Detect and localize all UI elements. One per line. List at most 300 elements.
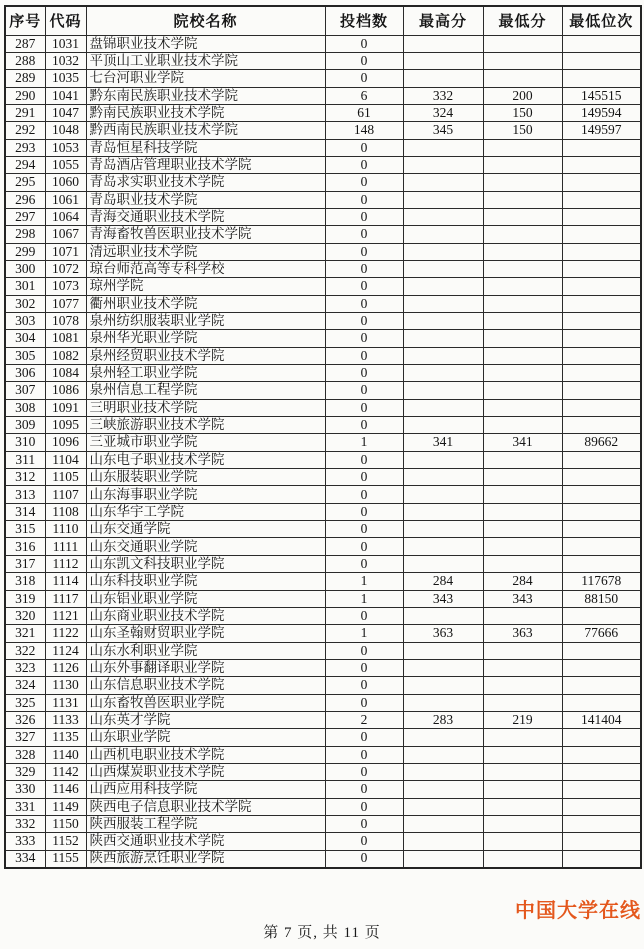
table-row xyxy=(5,243,641,260)
cell-max-score xyxy=(403,139,483,156)
cell-min-rank xyxy=(562,35,641,52)
cell-index: 327 xyxy=(5,729,45,746)
cell-count: 0 xyxy=(325,486,403,503)
cell-code: 1072 xyxy=(45,260,86,277)
cell-count: 0 xyxy=(325,295,403,312)
cell-max-score xyxy=(403,35,483,52)
cell-min-rank xyxy=(562,278,641,295)
cell-min-rank xyxy=(562,486,641,503)
cell-index: 301 xyxy=(5,278,45,295)
cell-index: 297 xyxy=(5,208,45,225)
table-row xyxy=(5,486,641,503)
cell-min-score xyxy=(483,850,562,867)
cell-max-score: 345 xyxy=(403,122,483,139)
cell-min-rank xyxy=(562,850,641,867)
cell-code: 1035 xyxy=(45,70,86,87)
cell-count: 148 xyxy=(325,122,403,139)
cell-min-score: 343 xyxy=(483,590,562,607)
table-row xyxy=(5,642,641,659)
cell-max-score xyxy=(403,347,483,364)
cell-name: 琼台师范高等专科学校 xyxy=(86,260,325,277)
cell-index: 316 xyxy=(5,538,45,555)
col-header-max-score: 最高分 xyxy=(403,6,483,35)
table-row xyxy=(5,365,641,382)
table-row xyxy=(5,208,641,225)
cell-min-score xyxy=(483,763,562,780)
cell-code: 1048 xyxy=(45,122,86,139)
cell-code: 1112 xyxy=(45,555,86,572)
cell-count: 0 xyxy=(325,191,403,208)
cell-max-score xyxy=(403,295,483,312)
cell-index: 320 xyxy=(5,607,45,624)
cell-count: 1 xyxy=(325,573,403,590)
cell-min-score: 363 xyxy=(483,625,562,642)
cell-min-score xyxy=(483,382,562,399)
cell-min-score: 150 xyxy=(483,104,562,121)
cell-min-score xyxy=(483,538,562,555)
cell-code: 1140 xyxy=(45,746,86,763)
watermark: 中国大学在线 xyxy=(515,900,641,922)
cell-min-score xyxy=(483,642,562,659)
cell-name: 青岛恒星科技学院 xyxy=(86,139,325,156)
cell-max-score xyxy=(403,521,483,538)
cell-name: 山西机电职业技术学院 xyxy=(86,746,325,763)
cell-code: 1073 xyxy=(45,278,86,295)
cell-name: 青岛酒店管理职业技术学院 xyxy=(86,156,325,173)
cell-code: 1117 xyxy=(45,590,86,607)
admission-table xyxy=(4,5,642,869)
cell-max-score xyxy=(403,191,483,208)
cell-min-rank xyxy=(562,607,641,624)
cell-name: 泉州经贸职业技术学院 xyxy=(86,347,325,364)
cell-name: 泉州华光职业学院 xyxy=(86,330,325,347)
cell-name: 山东凯文科技职业学院 xyxy=(86,555,325,572)
cell-min-score xyxy=(483,729,562,746)
cell-index: 293 xyxy=(5,139,45,156)
cell-name: 黔东南民族职业技术学院 xyxy=(86,87,325,104)
cell-name: 衢州职业技术学院 xyxy=(86,295,325,312)
cell-max-score xyxy=(403,486,483,503)
cell-min-rank xyxy=(562,677,641,694)
cell-code: 1146 xyxy=(45,781,86,798)
cell-name: 山东铝业职业学院 xyxy=(86,590,325,607)
cell-min-score: 219 xyxy=(483,711,562,728)
cell-code: 1067 xyxy=(45,226,86,243)
table-row xyxy=(5,451,641,468)
cell-count: 0 xyxy=(325,729,403,746)
cell-min-score xyxy=(483,313,562,330)
cell-code: 1071 xyxy=(45,243,86,260)
cell-max-score xyxy=(403,226,483,243)
cell-min-rank xyxy=(562,208,641,225)
cell-count: 0 xyxy=(325,521,403,538)
table-row xyxy=(5,191,641,208)
cell-count: 0 xyxy=(325,174,403,191)
cell-index: 309 xyxy=(5,417,45,434)
cell-count: 0 xyxy=(325,850,403,867)
cell-code: 1086 xyxy=(45,382,86,399)
cell-count: 2 xyxy=(325,711,403,728)
cell-name: 青海畜牧兽医职业技术学院 xyxy=(86,226,325,243)
table-body xyxy=(5,35,641,868)
cell-code: 1104 xyxy=(45,451,86,468)
cell-max-score xyxy=(403,417,483,434)
cell-name: 山东信息职业技术学院 xyxy=(86,677,325,694)
col-header-min-score: 最低分 xyxy=(483,6,562,35)
cell-index: 298 xyxy=(5,226,45,243)
cell-code: 1142 xyxy=(45,763,86,780)
cell-max-score xyxy=(403,677,483,694)
cell-name: 山东华宇工学院 xyxy=(86,503,325,520)
cell-min-score xyxy=(483,295,562,312)
cell-max-score xyxy=(403,208,483,225)
cell-min-rank xyxy=(562,399,641,416)
table-row xyxy=(5,590,641,607)
cell-min-score xyxy=(483,208,562,225)
cell-code: 1130 xyxy=(45,677,86,694)
cell-min-score: 284 xyxy=(483,573,562,590)
cell-min-rank xyxy=(562,538,641,555)
cell-max-score xyxy=(403,763,483,780)
cell-max-score xyxy=(403,538,483,555)
table-row xyxy=(5,815,641,832)
cell-count: 0 xyxy=(325,555,403,572)
cell-min-rank xyxy=(562,469,641,486)
cell-max-score xyxy=(403,156,483,173)
cell-min-rank xyxy=(562,139,641,156)
table-row xyxy=(5,226,641,243)
cell-count: 0 xyxy=(325,330,403,347)
cell-max-score xyxy=(403,642,483,659)
cell-index: 326 xyxy=(5,711,45,728)
cell-index: 304 xyxy=(5,330,45,347)
table-row xyxy=(5,347,641,364)
cell-code: 1105 xyxy=(45,469,86,486)
cell-index: 334 xyxy=(5,850,45,867)
cell-max-score xyxy=(403,174,483,191)
cell-min-rank xyxy=(562,52,641,69)
cell-code: 1135 xyxy=(45,729,86,746)
cell-index: 312 xyxy=(5,469,45,486)
cell-min-score xyxy=(483,694,562,711)
cell-min-rank xyxy=(562,191,641,208)
table-row xyxy=(5,104,641,121)
cell-min-rank xyxy=(562,382,641,399)
table-row xyxy=(5,503,641,520)
cell-min-rank xyxy=(562,694,641,711)
cell-min-score xyxy=(483,365,562,382)
cell-count: 0 xyxy=(325,798,403,815)
cell-min-score xyxy=(483,555,562,572)
cell-count: 0 xyxy=(325,538,403,555)
cell-index: 288 xyxy=(5,52,45,69)
cell-code: 1084 xyxy=(45,365,86,382)
cell-index: 332 xyxy=(5,815,45,832)
cell-min-score xyxy=(483,399,562,416)
cell-min-score xyxy=(483,503,562,520)
cell-max-score xyxy=(403,850,483,867)
cell-index: 294 xyxy=(5,156,45,173)
cell-min-rank xyxy=(562,156,641,173)
cell-max-score xyxy=(403,729,483,746)
cell-count: 0 xyxy=(325,226,403,243)
cell-index: 303 xyxy=(5,313,45,330)
cell-index: 310 xyxy=(5,434,45,451)
cell-code: 1108 xyxy=(45,503,86,520)
cell-count: 0 xyxy=(325,815,403,832)
cell-max-score xyxy=(403,798,483,815)
cell-min-score xyxy=(483,815,562,832)
cell-name: 青海交通职业技术学院 xyxy=(86,208,325,225)
cell-min-rank xyxy=(562,503,641,520)
cell-name: 盘锦职业技术学院 xyxy=(86,35,325,52)
cell-min-rank: 89662 xyxy=(562,434,641,451)
cell-count: 0 xyxy=(325,781,403,798)
cell-name: 山东畜牧兽医职业学院 xyxy=(86,694,325,711)
cell-min-rank xyxy=(562,347,641,364)
cell-name: 山东商业职业技术学院 xyxy=(86,607,325,624)
cell-code: 1041 xyxy=(45,87,86,104)
cell-count: 1 xyxy=(325,590,403,607)
cell-index: 299 xyxy=(5,243,45,260)
cell-min-score xyxy=(483,521,562,538)
cell-index: 333 xyxy=(5,833,45,850)
cell-min-rank xyxy=(562,451,641,468)
cell-name: 泉州纺织服装职业学院 xyxy=(86,313,325,330)
cell-min-score xyxy=(483,798,562,815)
cell-min-score xyxy=(483,330,562,347)
cell-code: 1060 xyxy=(45,174,86,191)
table-row xyxy=(5,521,641,538)
cell-max-score xyxy=(403,469,483,486)
cell-max-score xyxy=(403,781,483,798)
cell-name: 山东交通职业学院 xyxy=(86,538,325,555)
table-row xyxy=(5,659,641,676)
cell-min-score xyxy=(483,278,562,295)
header-row xyxy=(5,6,641,35)
cell-min-score: 341 xyxy=(483,434,562,451)
cell-name: 山东水利职业学院 xyxy=(86,642,325,659)
table-row xyxy=(5,434,641,451)
cell-name: 山东英才学院 xyxy=(86,711,325,728)
cell-code: 1032 xyxy=(45,52,86,69)
cell-min-score xyxy=(483,70,562,87)
table-row xyxy=(5,417,641,434)
table-row xyxy=(5,850,641,867)
cell-count: 1 xyxy=(325,434,403,451)
cell-max-score xyxy=(403,313,483,330)
table-row xyxy=(5,798,641,815)
cell-min-score xyxy=(483,347,562,364)
cell-code: 1055 xyxy=(45,156,86,173)
cell-index: 306 xyxy=(5,365,45,382)
cell-min-score xyxy=(483,174,562,191)
cell-min-score xyxy=(483,781,562,798)
cell-min-rank xyxy=(562,555,641,572)
cell-min-score xyxy=(483,746,562,763)
cell-count: 0 xyxy=(325,243,403,260)
cell-code: 1121 xyxy=(45,607,86,624)
cell-max-score xyxy=(403,607,483,624)
cell-name: 青岛职业技术学院 xyxy=(86,191,325,208)
cell-count: 0 xyxy=(325,52,403,69)
cell-code: 1061 xyxy=(45,191,86,208)
table-row xyxy=(5,122,641,139)
cell-index: 292 xyxy=(5,122,45,139)
cell-name: 平顶山工业职业技术学院 xyxy=(86,52,325,69)
cell-max-score xyxy=(403,694,483,711)
cell-max-score xyxy=(403,451,483,468)
cell-min-score xyxy=(483,417,562,434)
cell-code: 1047 xyxy=(45,104,86,121)
cell-min-score xyxy=(483,677,562,694)
cell-name: 山东电子职业技术学院 xyxy=(86,451,325,468)
cell-count: 0 xyxy=(325,156,403,173)
cell-code: 1081 xyxy=(45,330,86,347)
table-row xyxy=(5,729,641,746)
table-row xyxy=(5,382,641,399)
cell-name: 陕西服装工程学院 xyxy=(86,815,325,832)
table-row xyxy=(5,399,641,416)
cell-index: 313 xyxy=(5,486,45,503)
table-row xyxy=(5,763,641,780)
cell-name: 陕西电子信息职业技术学院 xyxy=(86,798,325,815)
table-row xyxy=(5,711,641,728)
cell-min-score xyxy=(483,35,562,52)
cell-index: 331 xyxy=(5,798,45,815)
cell-index: 311 xyxy=(5,451,45,468)
cell-count: 0 xyxy=(325,382,403,399)
cell-name: 山西应用科技学院 xyxy=(86,781,325,798)
cell-index: 289 xyxy=(5,70,45,87)
cell-min-score xyxy=(483,243,562,260)
cell-name: 山东圣翰财贸职业学院 xyxy=(86,625,325,642)
cell-min-score xyxy=(483,52,562,69)
table-row xyxy=(5,156,641,173)
cell-max-score xyxy=(403,399,483,416)
cell-count: 0 xyxy=(325,677,403,694)
cell-max-score: 341 xyxy=(403,434,483,451)
table-row xyxy=(5,625,641,642)
cell-count: 0 xyxy=(325,451,403,468)
table-header xyxy=(5,6,641,35)
table-row xyxy=(5,469,641,486)
cell-min-rank: 149594 xyxy=(562,104,641,121)
cell-min-rank: 77666 xyxy=(562,625,641,642)
cell-index: 319 xyxy=(5,590,45,607)
table-row xyxy=(5,87,641,104)
cell-min-score xyxy=(483,833,562,850)
cell-name: 三明职业技术学院 xyxy=(86,399,325,416)
cell-min-rank xyxy=(562,365,641,382)
cell-max-score: 343 xyxy=(403,590,483,607)
cell-index: 321 xyxy=(5,625,45,642)
cell-min-rank xyxy=(562,659,641,676)
table-row xyxy=(5,52,641,69)
table-row xyxy=(5,35,641,52)
cell-name: 清远职业技术学院 xyxy=(86,243,325,260)
cell-max-score xyxy=(403,833,483,850)
table-row xyxy=(5,70,641,87)
cell-count: 0 xyxy=(325,208,403,225)
cell-index: 328 xyxy=(5,746,45,763)
cell-count: 0 xyxy=(325,365,403,382)
cell-index: 300 xyxy=(5,260,45,277)
cell-name: 泉州轻工职业学院 xyxy=(86,365,325,382)
cell-max-score xyxy=(403,815,483,832)
cell-count: 1 xyxy=(325,625,403,642)
cell-index: 325 xyxy=(5,694,45,711)
cell-code: 1152 xyxy=(45,833,86,850)
cell-min-rank: 117678 xyxy=(562,573,641,590)
table-row xyxy=(5,278,641,295)
cell-min-score xyxy=(483,260,562,277)
cell-index: 290 xyxy=(5,87,45,104)
cell-max-score xyxy=(403,330,483,347)
cell-name: 山东外事翻译职业学院 xyxy=(86,659,325,676)
cell-name: 陕西交通职业技术学院 xyxy=(86,833,325,850)
cell-min-rank xyxy=(562,815,641,832)
table-row xyxy=(5,555,641,572)
cell-code: 1096 xyxy=(45,434,86,451)
cell-index: 307 xyxy=(5,382,45,399)
cell-code: 1122 xyxy=(45,625,86,642)
cell-index: 314 xyxy=(5,503,45,520)
cell-max-score xyxy=(403,260,483,277)
cell-count: 0 xyxy=(325,313,403,330)
cell-min-rank: 141404 xyxy=(562,711,641,728)
cell-min-rank xyxy=(562,729,641,746)
col-header-index: 序号 xyxy=(5,6,45,35)
page-number: 第 7 页, 共 11 页 xyxy=(263,925,381,941)
cell-min-rank xyxy=(562,642,641,659)
cell-code: 1124 xyxy=(45,642,86,659)
cell-max-score: 332 xyxy=(403,87,483,104)
cell-index: 317 xyxy=(5,555,45,572)
cell-name: 陕西旅游烹饪职业学院 xyxy=(86,850,325,867)
cell-index: 324 xyxy=(5,677,45,694)
cell-count: 0 xyxy=(325,417,403,434)
cell-name: 山西煤炭职业技术学院 xyxy=(86,763,325,780)
cell-name: 山东服装职业学院 xyxy=(86,469,325,486)
cell-count: 0 xyxy=(325,833,403,850)
cell-name: 三峡旅游职业技术学院 xyxy=(86,417,325,434)
col-header-admitted-count: 投档数 xyxy=(325,6,403,35)
cell-name: 泉州信息工程学院 xyxy=(86,382,325,399)
cell-code: 1114 xyxy=(45,573,86,590)
cell-min-score xyxy=(483,226,562,243)
cell-count: 0 xyxy=(325,763,403,780)
cell-count: 0 xyxy=(325,503,403,520)
cell-name: 黔南民族职业技术学院 xyxy=(86,104,325,121)
cell-code: 1078 xyxy=(45,313,86,330)
cell-count: 0 xyxy=(325,659,403,676)
cell-count: 0 xyxy=(325,139,403,156)
col-header-name: 院校名称 xyxy=(86,6,325,35)
cell-max-score xyxy=(403,70,483,87)
cell-max-score xyxy=(403,659,483,676)
cell-code: 1107 xyxy=(45,486,86,503)
table-row xyxy=(5,833,641,850)
cell-max-score: 363 xyxy=(403,625,483,642)
cell-max-score xyxy=(403,555,483,572)
cell-count: 0 xyxy=(325,35,403,52)
cell-min-rank xyxy=(562,243,641,260)
cell-min-rank xyxy=(562,70,641,87)
cell-index: 296 xyxy=(5,191,45,208)
cell-name: 山东科技职业学院 xyxy=(86,573,325,590)
cell-max-score xyxy=(403,52,483,69)
